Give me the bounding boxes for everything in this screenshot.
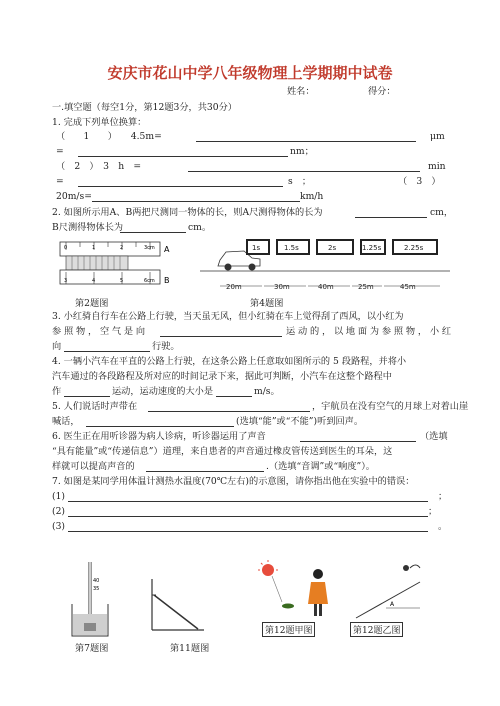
q1-unit4: s ； xyxy=(288,176,312,187)
q3-line3a: 向 xyxy=(52,341,62,352)
q1-line4: = xyxy=(56,176,64,187)
time-label: 2s xyxy=(328,244,337,252)
page-title: 安庆市花山中学八年级物理上学期期中试卷 xyxy=(107,64,393,82)
distance-label: 20m xyxy=(226,283,242,291)
reflection-figure xyxy=(350,560,440,622)
point-label: A xyxy=(390,601,395,608)
q3-line2b: 运动的，以地面为参照物，小红 xyxy=(286,326,454,337)
thermometer-beaker-figure xyxy=(60,560,120,640)
blank-q1-4[interactable] xyxy=(78,186,283,187)
blank-q4-1[interactable] xyxy=(64,396,110,397)
girl-sun-figure xyxy=(256,560,336,622)
q1-unit2: nm； xyxy=(290,146,314,157)
q1-line3: （ 2 ） 3 h = xyxy=(56,161,142,172)
q1-unit5: km/h xyxy=(300,191,324,202)
blank-q2-1[interactable] xyxy=(355,217,427,218)
q3-line2a: 参照物，空气是向 xyxy=(52,326,148,337)
q6-line3b: .（选填“音调”或“响度”）。 xyxy=(266,461,375,472)
distance-label: 40m xyxy=(318,283,334,291)
q7-err2: (2) xyxy=(52,506,66,517)
blank-q6-1[interactable] xyxy=(300,441,416,442)
time-label: 1.25s xyxy=(362,244,382,252)
time-label: 1.5s xyxy=(284,244,299,252)
blank-q1-5[interactable] xyxy=(92,201,300,202)
q1-part3: （ 3 ） xyxy=(398,176,441,187)
name-label: 姓名： xyxy=(287,86,315,97)
blank-q1-2[interactable] xyxy=(78,156,288,157)
blank-q5-1[interactable] xyxy=(148,411,310,412)
q7-err2-end: ； xyxy=(428,506,438,517)
q6-line1b: （选填 xyxy=(420,431,448,442)
q2-line1: 2. 如图所示用A、B两把尺测同一物体的长，则A尺测得物体的长为 xyxy=(52,207,323,218)
blank-q7-3[interactable] xyxy=(68,531,428,532)
ruler-b-label: B xyxy=(164,276,170,285)
ruler-b-tick: 5 xyxy=(120,278,124,284)
q4-line1: 4. 一辆小汽车在平直的公路上行驶，在这条公路上任意取如图所示的 5 段路程，并将小 xyxy=(52,356,407,367)
fig12b-caption: 第12题乙图 xyxy=(350,622,403,637)
incline-figure xyxy=(146,575,206,635)
q2-line2: B尺测得物体长为 xyxy=(52,222,124,233)
q6-line2: “具有能量”或“传递信息”）道理，来自患者的声音通过橡皮管传送到医生的耳朵，这 xyxy=(52,446,393,457)
blank-q7-1[interactable] xyxy=(68,501,428,502)
q1-line1: （ 1 ） 4.5m= xyxy=(56,131,162,142)
q7-err3-end: 。 xyxy=(438,521,448,532)
q7-err3: (3) xyxy=(52,521,66,532)
blank-q7-2[interactable] xyxy=(68,516,428,517)
fig12a-caption: 第12题甲图 xyxy=(262,622,315,637)
q6-line3a: 样就可以提高声音的 xyxy=(52,461,135,472)
q1-unit1: μm xyxy=(430,131,445,142)
q2-unit2: cm。 xyxy=(188,222,212,233)
ruler-b-tick: 3 xyxy=(64,278,68,284)
q1-line2: = xyxy=(56,146,64,157)
fig2-caption: 第2题图 xyxy=(75,298,109,309)
blank-q1-3[interactable] xyxy=(188,171,420,172)
ruler-a-tick: 0 xyxy=(64,245,68,251)
q4-line3a: 作 xyxy=(52,386,62,397)
ruler-a-tick: 3cm xyxy=(144,245,155,251)
q1-stem: 1. 完成下列单位换算： xyxy=(52,117,147,128)
q5-line2b: (选填“能”或“不能”)听到回声。 xyxy=(236,416,364,427)
q2-unit1: cm， xyxy=(430,207,454,218)
section-heading: 一.填空题（每空1分，第12题3分，共30分） xyxy=(52,102,237,113)
distance-label: 45m xyxy=(400,283,416,291)
ruler-a-tick: 2 xyxy=(120,245,124,251)
q3-line1: 3. 小红骑自行车在公路上行驶，当天虽无风，但小红骑在车上觉得刮了西风，以小红为 xyxy=(52,311,404,322)
blank-q3-1[interactable] xyxy=(160,336,282,337)
q3-line3b: 行驶。 xyxy=(152,341,180,352)
q1-line5: 20m/s= xyxy=(56,191,92,202)
fig11-caption: 第11题图 xyxy=(170,643,210,654)
q4-line3b: 运动，运动速度的大小是 xyxy=(112,386,214,397)
car-motion-figure xyxy=(200,236,450,292)
thermo-mark: 35 xyxy=(93,586,100,592)
ruler-a-label: A xyxy=(164,245,170,254)
blank-q4-2[interactable] xyxy=(216,396,252,397)
time-label: 1s xyxy=(252,244,261,252)
q5-line1b: ，宇航员在没有空气的月球上对着山崖 xyxy=(312,401,469,412)
blank-q5-2[interactable] xyxy=(86,426,234,427)
blank-q6-2[interactable] xyxy=(146,471,264,472)
fig4-caption: 第4题图 xyxy=(250,298,284,309)
q5-line2a: 喊话， xyxy=(52,416,80,427)
q1-unit3: min xyxy=(428,161,446,172)
q4-line3c: m/s。 xyxy=(254,386,280,397)
q7-err1-end: ； xyxy=(438,491,448,502)
time-label: 2.25s xyxy=(404,244,424,252)
blank-q2-2[interactable] xyxy=(120,232,186,233)
blank-q1-1[interactable] xyxy=(196,141,416,142)
thermo-mark: 40 xyxy=(93,578,100,584)
blank-q3-2[interactable] xyxy=(64,351,150,352)
ruler-a-tick: 1 xyxy=(92,245,96,251)
distance-label: 25m xyxy=(358,283,374,291)
q4-line2: 汽车通过的各段路程及所对应的时间记录下来，据此可判断，小汽车在这整个路程中 xyxy=(52,371,392,382)
ruler-figure xyxy=(58,238,178,290)
q5-line1a: 5. 人们说话时声带在 xyxy=(52,401,138,412)
distance-label: 30m xyxy=(274,283,290,291)
score-label: 得分： xyxy=(368,86,396,97)
q7-err1: (1) xyxy=(52,491,66,502)
q6-line1a: 6. 医生正在用听诊器为病人诊病，听诊器运用了声音 xyxy=(52,431,266,442)
q7-line1: 7. 如图是某同学用体温计测热水温度(70℃左右)的示意图，请你指出他在实验中的错误： xyxy=(52,476,415,487)
ruler-b-tick: 4 xyxy=(92,278,96,284)
ruler-b-tick: 6cm xyxy=(144,278,155,284)
fig7-caption: 第7题图 xyxy=(75,643,109,654)
